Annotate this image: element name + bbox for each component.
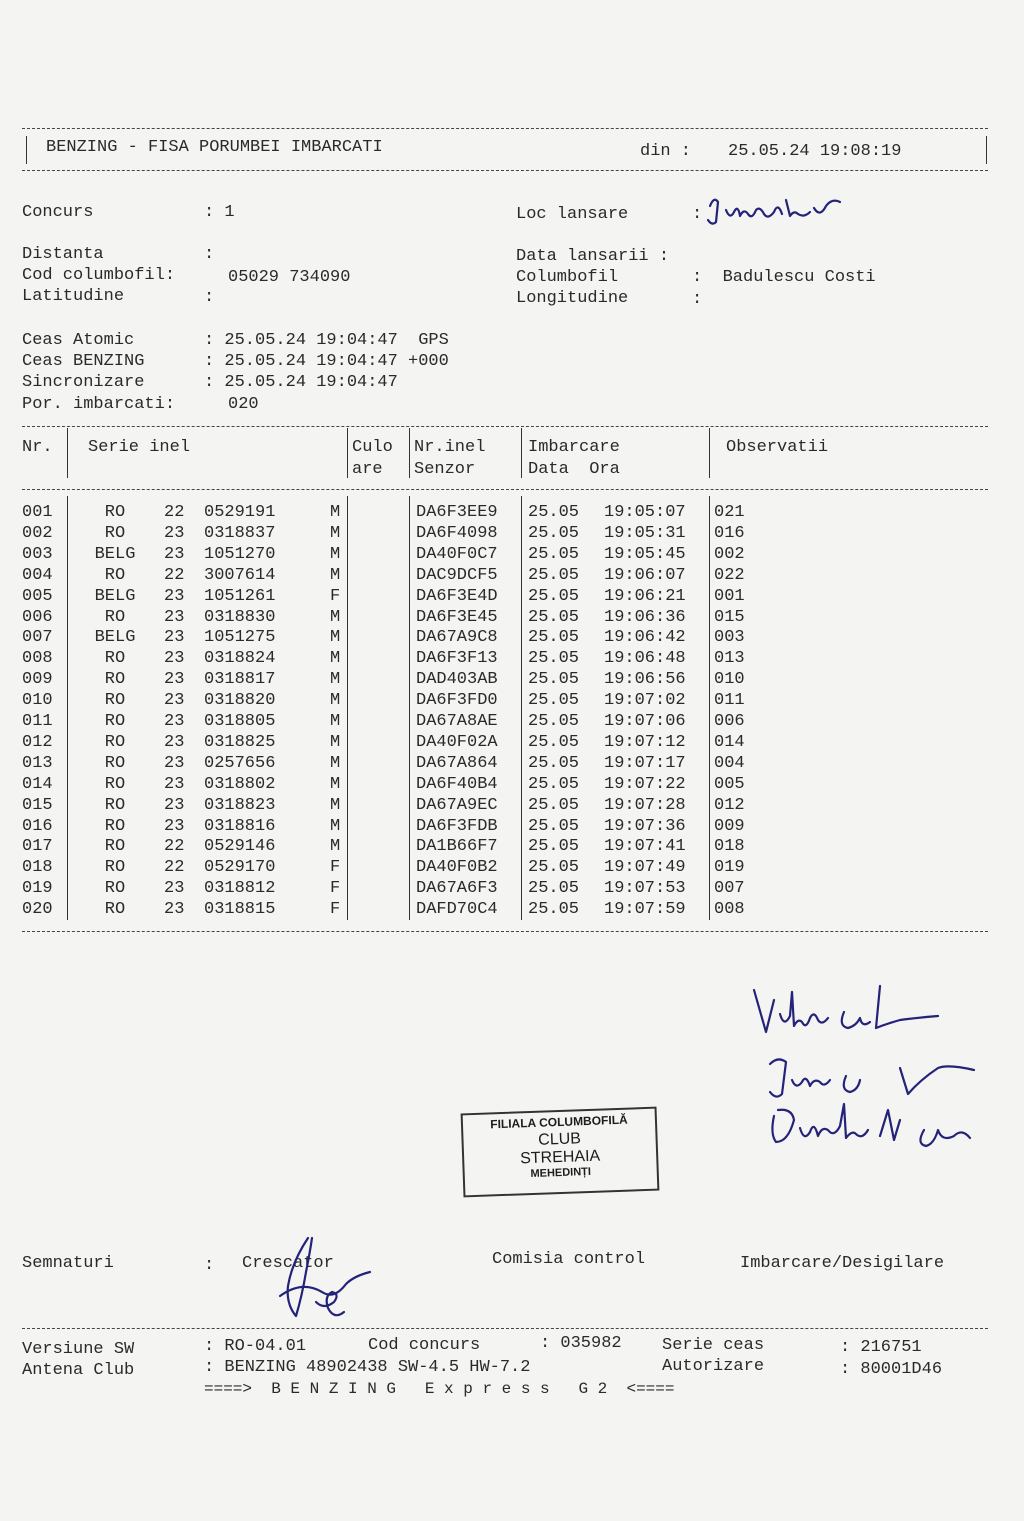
cod-columbofil-value: 05029 734090 <box>228 268 351 287</box>
row-sex: F <box>330 879 341 899</box>
row-observatii: 016 <box>714 523 745 543</box>
ceas-benzing-value: : 25.05.24 19:04:47 +000 <box>204 352 449 371</box>
row-tara: RO <box>104 858 126 878</box>
footer-rule <box>22 1328 988 1329</box>
row-observatii: 015 <box>714 607 745 627</box>
row-observatii: 012 <box>714 795 745 815</box>
row-sex: M <box>330 628 341 648</box>
col-sep-culoare <box>409 496 410 920</box>
row-ora: 19:06:56 <box>604 670 686 690</box>
antena-club-value: : BENZING 48902438 SW-4.5 HW-7.2 <box>204 1358 531 1377</box>
row-sex: M <box>330 544 341 564</box>
row-senzor: DA67A9EC <box>416 795 498 815</box>
row-nr: 015 <box>22 795 53 815</box>
row-observatii: 011 <box>714 691 745 711</box>
row-senzor: DAFD70C4 <box>416 900 498 920</box>
row-an: 23 <box>164 795 185 815</box>
row-sex: M <box>330 565 341 585</box>
row-tara: RO <box>104 649 126 669</box>
row-an: 23 <box>164 607 185 627</box>
row-ora: 19:06:21 <box>604 586 686 606</box>
row-ora: 19:07:36 <box>604 816 686 836</box>
row-ora: 19:05:45 <box>604 544 686 564</box>
row-ora: 19:05:31 <box>604 523 686 543</box>
row-sex: M <box>330 670 341 690</box>
cod-concurs-label: Cod concurs <box>368 1336 481 1355</box>
row-nr: 001 <box>22 503 53 522</box>
porumbei-imbarcati-label: Por. imbarcati: <box>22 395 176 414</box>
row-senzor: DA6F3E45 <box>416 607 498 627</box>
row-data: 25.05 <box>528 691 580 711</box>
row-tara: RO <box>104 523 126 543</box>
row-ora: 19:07:49 <box>604 858 686 878</box>
antena-club-label: Antena Club <box>22 1361 135 1380</box>
semnaturi-label: Semnaturi <box>22 1254 114 1273</box>
row-an: 22 <box>164 565 185 585</box>
row-nr: 009 <box>22 670 53 690</box>
longitudine-value: : <box>692 290 703 309</box>
row-data: 25.05 <box>528 628 580 648</box>
row-sex: M <box>330 712 341 731</box>
row-nr: 012 <box>22 732 53 752</box>
row-sex: M <box>330 503 341 522</box>
row-ora: 19:06:42 <box>604 628 686 648</box>
ceas-atomic-label: Ceas Atomic <box>22 331 135 350</box>
row-inel: 0529146 <box>204 837 276 857</box>
row-ora: 19:07:59 <box>604 900 686 920</box>
header-senzor: Senzor <box>414 460 476 479</box>
col-sep-serie-header <box>347 428 348 478</box>
row-data: 25.05 <box>528 732 580 752</box>
row-ora: 19:07:53 <box>604 879 686 899</box>
row-an: 23 <box>164 523 185 543</box>
latitudine-value: : <box>204 288 215 307</box>
row-senzor: DA6F3EE9 <box>416 503 498 522</box>
header-nr-inel: Nr.inel <box>414 438 486 457</box>
row-senzor: DAC9DCF5 <box>416 565 498 585</box>
header-culoare-2: are <box>352 460 383 479</box>
stamp-line-4: MEHEDINȚI <box>530 1165 592 1181</box>
header-culoare-1: Culo <box>352 438 393 457</box>
concurs-value: : 1 <box>204 203 235 222</box>
row-an: 23 <box>164 753 185 773</box>
versiune-sw-value: : RO-04.01 <box>204 1337 307 1356</box>
row-observatii: 004 <box>714 753 745 773</box>
row-tara: RO <box>104 607 126 627</box>
row-nr: 004 <box>22 565 53 585</box>
row-data: 25.05 <box>528 753 580 773</box>
loc-lansare-label: Loc lansare <box>516 205 629 224</box>
row-observatii: 014 <box>714 732 745 752</box>
row-an: 23 <box>164 649 185 669</box>
longitudine-label: Longitudine <box>516 289 629 308</box>
benzing-express-banner: ====> B E N Z I N G E x p r e s s G 2 <==== <box>204 1380 675 1398</box>
row-observatii: 007 <box>714 879 745 899</box>
row-data: 25.05 <box>528 900 580 920</box>
header-data-ora: Data Ora <box>528 460 620 479</box>
header-serie-inel: Serie inel <box>88 438 191 457</box>
row-data: 25.05 <box>528 795 580 815</box>
table-top-rule <box>22 426 988 427</box>
row-nr: 014 <box>22 774 53 794</box>
row-an: 23 <box>164 900 185 920</box>
row-an: 23 <box>164 544 185 564</box>
row-nr: 013 <box>22 753 53 773</box>
col-sep-serie <box>347 496 348 920</box>
row-tara: RO <box>104 670 126 690</box>
row-tara: RO <box>104 565 126 585</box>
row-nr: 008 <box>22 649 53 669</box>
row-inel: 0318812 <box>204 879 276 899</box>
row-senzor: DA40F0B2 <box>416 858 498 878</box>
row-sex: M <box>330 607 341 627</box>
row-sex: M <box>330 837 341 857</box>
row-sex: F <box>330 900 341 920</box>
columbofil-value: : Badulescu Costi <box>692 268 876 287</box>
row-nr: 016 <box>22 816 53 836</box>
row-nr: 007 <box>22 628 53 648</box>
row-nr: 010 <box>22 691 53 711</box>
ceas-benzing-label: Ceas BENZING <box>22 352 145 371</box>
crescator-signature <box>262 1232 382 1332</box>
row-nr: 020 <box>22 900 53 920</box>
row-ora: 19:06:07 <box>604 565 686 585</box>
col-sep-culoare-header <box>409 428 410 478</box>
row-observatii: 013 <box>714 649 745 669</box>
row-inel: 0318816 <box>204 816 276 836</box>
col-sep-senzor <box>521 496 522 920</box>
row-observatii: 022 <box>714 565 745 585</box>
header-bottom-rule <box>22 170 988 171</box>
row-ora: 19:07:28 <box>604 795 686 815</box>
row-an: 23 <box>164 628 185 648</box>
table-header-rule <box>22 489 988 490</box>
distanta-value: : <box>204 245 215 264</box>
row-sex: M <box>330 774 341 794</box>
crescator-label: Crescator <box>242 1254 334 1273</box>
row-senzor: DA1B66F7 <box>416 837 498 857</box>
row-data: 25.05 <box>528 523 580 543</box>
header-right-border <box>986 136 987 164</box>
row-ora: 19:07:41 <box>604 837 686 857</box>
row-tara: BELG <box>94 628 136 648</box>
semnaturi-colon: : <box>204 1256 215 1275</box>
row-sex: M <box>330 523 341 543</box>
club-stamp <box>461 1107 660 1198</box>
row-inel: 0318825 <box>204 732 276 752</box>
row-inel: 1051275 <box>204 628 276 648</box>
row-tara: RO <box>104 900 126 920</box>
row-an: 22 <box>164 503 185 522</box>
row-senzor: DAD403AB <box>416 670 498 690</box>
distanta-label: Distanta <box>22 245 104 264</box>
row-senzor: DA6F3FDB <box>416 816 498 836</box>
row-senzor: DA6F3F13 <box>416 649 498 669</box>
row-tara: RO <box>104 712 126 731</box>
row-nr: 003 <box>22 544 53 564</box>
header-imbarcare: Imbarcare <box>528 438 620 457</box>
row-tara: RO <box>104 691 126 711</box>
row-observatii: 021 <box>714 503 745 522</box>
col-sep-nr <box>67 496 68 920</box>
stamp-line-2: CLUB <box>537 1130 582 1149</box>
row-data: 25.05 <box>528 544 580 564</box>
versiune-sw-label: Versiune SW <box>22 1340 135 1359</box>
col-sep-senzor-header <box>521 428 522 478</box>
row-tara: BELG <box>94 544 136 564</box>
row-data: 25.05 <box>528 879 580 899</box>
row-senzor: DA6F40B4 <box>416 774 498 794</box>
row-sex: F <box>330 586 341 606</box>
row-data: 25.05 <box>528 503 580 522</box>
columbofil-label: Columbofil <box>516 268 619 287</box>
row-senzor: DA67A864 <box>416 753 498 773</box>
row-an: 22 <box>164 858 185 878</box>
row-nr: 017 <box>22 837 53 857</box>
row-ora: 19:06:36 <box>604 607 686 627</box>
row-tara: RO <box>104 879 126 899</box>
row-an: 23 <box>164 816 185 836</box>
row-inel: 0529191 <box>204 503 276 522</box>
row-senzor: DA67A6F3 <box>416 879 498 899</box>
header-nr: Nr. <box>22 438 53 457</box>
row-observatii: 001 <box>714 586 745 606</box>
row-ora: 19:06:48 <box>604 649 686 669</box>
date-label: din : <box>640 142 692 161</box>
row-inel: 0318820 <box>204 691 276 711</box>
col-sep-imbarcare-header <box>709 428 710 478</box>
row-data: 25.05 <box>528 607 580 627</box>
row-an: 23 <box>164 879 185 899</box>
table-bottom-rule <box>22 931 988 932</box>
row-senzor: DA40F02A <box>416 732 498 752</box>
comisia-control-label: Comisia control <box>492 1250 646 1269</box>
row-inel: 0318824 <box>204 649 276 669</box>
porumbei-imbarcati-value: 020 <box>228 395 259 414</box>
row-an: 23 <box>164 691 185 711</box>
row-senzor: DA6F3FD0 <box>416 691 498 711</box>
row-nr: 018 <box>22 858 53 878</box>
row-inel: 3007614 <box>204 565 276 585</box>
row-ora: 19:05:07 <box>604 503 686 522</box>
row-inel: 1051261 <box>204 586 276 606</box>
row-observatii: 003 <box>714 628 745 648</box>
loc-lansare-colon: : <box>692 205 703 224</box>
row-data: 25.05 <box>528 565 580 585</box>
row-sex: M <box>330 816 341 836</box>
document-title: BENZING - FISA PORUMBEI IMBARCATI <box>46 138 383 157</box>
autorizare-value: : 80001D46 <box>840 1360 943 1379</box>
col-sep-nr-header <box>67 428 68 478</box>
row-inel: 0318817 <box>204 670 276 690</box>
col-sep-imbarcare <box>709 496 710 920</box>
row-sex: M <box>330 649 341 669</box>
row-observatii: 010 <box>714 670 745 690</box>
row-nr: 005 <box>22 586 53 606</box>
row-nr: 011 <box>22 712 53 731</box>
row-nr: 019 <box>22 879 53 899</box>
row-inel: 0318802 <box>204 774 276 794</box>
row-ora: 19:07:17 <box>604 753 686 773</box>
row-data: 25.05 <box>528 649 580 669</box>
row-observatii: 009 <box>714 816 745 836</box>
row-ora: 19:07:06 <box>604 712 686 731</box>
row-nr: 002 <box>22 523 53 543</box>
row-tara: RO <box>104 816 126 836</box>
row-senzor: DA67A8AE <box>416 712 498 731</box>
row-inel: 0318837 <box>204 523 276 543</box>
latitudine-label: Latitudine <box>22 287 125 306</box>
row-sex: F <box>330 858 341 878</box>
row-inel: 0529170 <box>204 858 276 878</box>
row-an: 23 <box>164 670 185 690</box>
row-sex: M <box>330 691 341 711</box>
row-ora: 19:07:02 <box>604 691 686 711</box>
row-observatii: 008 <box>714 900 745 920</box>
row-an: 23 <box>164 774 185 794</box>
row-data: 25.05 <box>528 774 580 794</box>
row-senzor: DA40F0C7 <box>416 544 498 564</box>
row-data: 25.05 <box>528 586 580 606</box>
row-data: 25.05 <box>528 670 580 690</box>
row-tara: RO <box>104 795 126 815</box>
row-data: 25.05 <box>528 816 580 836</box>
loc-lansare-handwritten <box>704 192 854 230</box>
row-observatii: 002 <box>714 544 745 564</box>
row-tara: RO <box>104 753 126 773</box>
stamp-line-1: FILIALA COLUMBOFILĂ <box>489 1112 628 1132</box>
data-lansarii-label: Data lansarii : <box>516 247 670 266</box>
row-sex: M <box>330 753 341 773</box>
row-observatii: 018 <box>714 837 745 857</box>
row-an: 23 <box>164 712 185 731</box>
row-inel: 0318815 <box>204 900 276 920</box>
row-observatii: 005 <box>714 774 745 794</box>
concurs-label: Concurs <box>22 203 94 222</box>
row-data: 25.05 <box>528 837 580 857</box>
serie-ceas-label: Serie ceas <box>662 1336 765 1355</box>
row-data: 25.05 <box>528 712 580 731</box>
row-ora: 19:07:12 <box>604 732 686 752</box>
row-inel: 0318823 <box>204 795 276 815</box>
imbarcare-desigilare-label: Imbarcare/Desigilare <box>740 1254 945 1273</box>
sincronizare-label: Sincronizare <box>22 373 145 392</box>
cod-columbofil-label: Cod columbofil: <box>22 266 176 285</box>
row-inel: 1051270 <box>204 544 276 564</box>
row-inel: 0318830 <box>204 607 276 627</box>
row-tara: RO <box>104 503 126 522</box>
row-tara: RO <box>104 732 126 752</box>
row-senzor: DA67A9C8 <box>416 628 498 648</box>
row-an: 23 <box>164 586 185 606</box>
autorizare-label: Autorizare <box>662 1357 765 1376</box>
row-sex: M <box>330 795 341 815</box>
row-an: 23 <box>164 732 185 752</box>
row-observatii: 006 <box>714 712 745 731</box>
committee-signatures <box>748 970 1020 1170</box>
row-senzor: DA6F3E4D <box>416 586 498 606</box>
row-an: 22 <box>164 837 185 857</box>
cod-concurs-value: : 035982 <box>540 1334 622 1353</box>
header-left-border <box>26 136 27 164</box>
row-tara: BELG <box>94 586 136 606</box>
row-tara: RO <box>104 774 126 794</box>
ceas-atomic-value: : 25.05.24 19:04:47 GPS <box>204 331 449 350</box>
row-inel: 0318805 <box>204 712 276 731</box>
row-senzor: DA6F4098 <box>416 523 498 543</box>
row-inel: 0257656 <box>204 753 276 773</box>
serie-ceas-value: : 216751 <box>840 1338 922 1357</box>
stamp-line-3: STREHAIA <box>519 1147 601 1168</box>
header-observatii: Observatii <box>726 438 829 457</box>
row-ora: 19:07:22 <box>604 774 686 794</box>
row-observatii: 019 <box>714 858 745 878</box>
row-tara: RO <box>104 837 126 857</box>
row-sex: M <box>330 732 341 752</box>
sincronizare-value: : 25.05.24 19:04:47 <box>204 373 398 392</box>
date-value: 25.05.24 19:08:19 <box>728 142 902 161</box>
header-top-rule <box>22 128 988 129</box>
row-data: 25.05 <box>528 858 580 878</box>
row-nr: 006 <box>22 607 53 627</box>
